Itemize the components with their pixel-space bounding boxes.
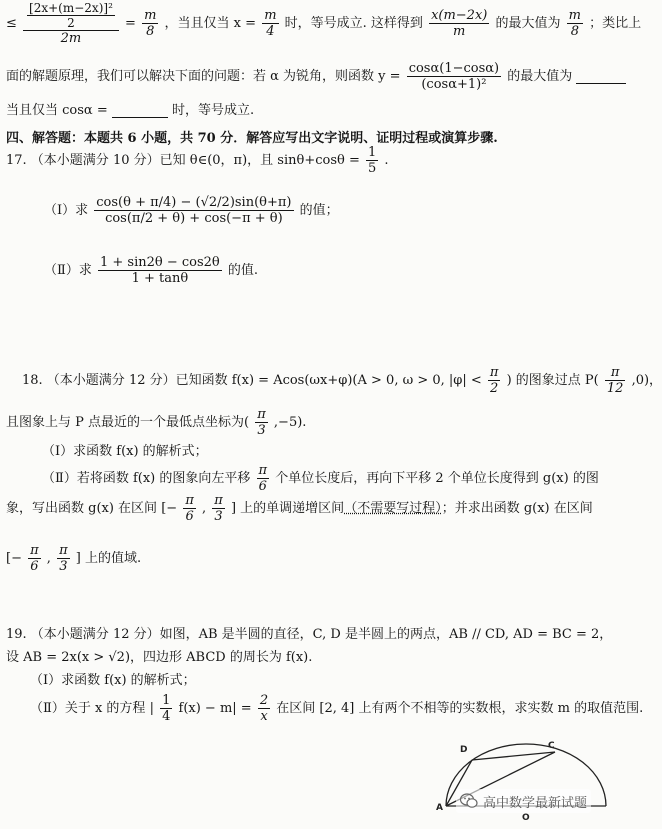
label-d: D	[460, 745, 468, 755]
q19-quarter-fraction: $\frac{1}{4}$	[162, 693, 171, 724]
q17-part-2-fraction: $\frac{1 + \sin 2\theta - \cos 2\theta}{1 + \tan\theta}$	[99, 255, 220, 286]
q19-stem: 19. （本小题满分 12 分）如图，AB 是半圆的直径，C, D 是半圆上的两点，AB // CD, AD = BC = 2，	[6, 627, 613, 642]
q19-part-1: （Ⅰ）求函数 f(x) 的解析式；	[30, 673, 196, 688]
q17-part-2: （Ⅱ）求 $\frac{1 + \sin 2\theta - \cos 2\theta}{1 + \tan\theta}$ 的值.	[44, 255, 259, 286]
q18-line-5: [− $\frac{\pi}{6}$ , $\frac{\pi}{3}$ ] 上的值域.	[6, 543, 142, 574]
q18-range-end-fraction: $\frac{\pi}{3}$	[59, 543, 68, 574]
max-fraction: $\frac{m}{8}$	[568, 8, 581, 39]
q17-stem: 17. （本小题满分 10 分）已知 θ∈(0，π)，且 sinθ+cosθ = $\frac{1}{5}$ .	[6, 145, 389, 176]
chat-bubble-icon	[460, 793, 478, 809]
q18-stem: 18. （本小题满分 12 分）已知函数 f(x) = Acos(ωx+φ)(A > 0, ω > 0, |φ| < $\frac{\pi}{2}$ ) 的图象过点 P( $\frac{\pi}{12}$ ,0)，	[22, 365, 662, 396]
label-c: C	[548, 741, 555, 751]
m-over-8-fraction: $\frac{m}{8}$	[144, 8, 157, 39]
q18-low-fraction: $\frac{\pi}{3}$	[257, 407, 266, 438]
q19-part-2: （Ⅱ）关于 x 的方程 | $\frac{1}{4}$ f(x) − m| = $\frac{2}{x}$ 在区间 [2, 4] 上有两个不相等的实数根，求实数 m 的取值范围.	[30, 693, 644, 724]
y-fraction: $\frac{\cos\alpha(1-\cos\alpha)}{\text{(cosα+1)²}}$	[408, 61, 500, 92]
q18-part-1: （Ⅰ）求函数 f(x) 的解析式；	[42, 444, 208, 459]
q18-shift-fraction: $\frac{\pi}{6}$	[258, 463, 268, 494]
label-a: A	[436, 803, 443, 813]
inequality-fraction: $\frac{\frac{\text{[2x+(m−2x)]²}}{2}}{2m}$	[23, 2, 119, 45]
m-over-4-fraction: $\frac{m}{4}$	[264, 8, 277, 39]
q19-line-2: 设 AB = 2x(x > √2)，四边形 ABCD 的周长为 f(x).	[6, 650, 313, 665]
q17-stem-fraction: $\frac{1}{5}$	[367, 145, 377, 176]
q17-part-1-fraction: $\frac{\cos(\theta + \pi/4) - (√2/2)\sin(\theta+\pi)}{\cos(\pi/2 + \theta) + \cos(-\pi + \theta)}$	[96, 195, 292, 226]
section-heading: 四、解答题：本题共 6 小题，共 70 分．解答应写出文字说明、证明过程或演算步骤.	[6, 131, 498, 146]
q18-range-start-fraction: $\frac{\pi}{6}$	[30, 543, 39, 574]
q18-line-2: 且图象上与 P 点最近的一个最低点坐标为( $\frac{\pi}{3}$ ,−5).	[6, 407, 307, 438]
watermark: 高中数学最新试题	[456, 789, 591, 813]
intro-line-2: 面的解题原理，我们可以解决下面的问题：若 α 为锐角，则函数 y = $\frac{\cos\alpha(1-\cos\alpha)}{\text{(cosα+1)²}}$ 的最大值为	[6, 62, 626, 91]
q18-phi-fraction: $\frac{\pi}{2}$	[489, 365, 499, 396]
answer-blank-max[interactable]	[576, 70, 626, 84]
intro-line-3: 当且仅当 cosα = 时，等号成立.	[6, 103, 255, 118]
label-o: O	[522, 813, 530, 823]
q18-interval-start-fraction: $\frac{\pi}{6}$	[185, 493, 194, 524]
q18-interval-end-fraction: $\frac{\pi}{3}$	[214, 493, 223, 524]
q18-point-fraction: $\frac{\pi}{12}$	[606, 365, 624, 396]
q18-part-2: （Ⅱ）若将函数 f(x) 的图象向左平移 $\frac{\pi}{6}$ 个单位长度后，再向下平移 2 个单位长度得到 g(x) 的图	[42, 463, 599, 494]
intro-line-1: ≤ $\frac{\frac{\text{[2x+(m−2x)]²}}{2}}{2m}$ = $\frac{m}{8}$ ，当且仅当 x = $\frac{m}{4}$ 时，等号成立. 这样得到 $\frac{x(m-2x)}{m}$ 的最大值为 $\frac{m}{8}$ ；类比上	[6, 1, 642, 46]
q17-part-1: （Ⅰ）求 $\frac{\cos(\theta + \pi/4) - (√2/2)\sin(\theta+\pi)}{\cos(\pi/2 + \theta) + \cos(-\pi + \theta)}$ 的值；	[44, 195, 339, 226]
q19-rhs-fraction: $\frac{2}{x}$	[259, 693, 269, 724]
semicircle-figure	[436, 738, 616, 828]
answer-blank-cos[interactable]	[112, 104, 168, 118]
expression-fraction: $\frac{x(m-2x)}{m}$	[431, 8, 488, 39]
q18-line-4: 象，写出函数 g(x) 在区间 [− $\frac{\pi}{6}$ , $\frac{\pi}{3}$ ] 上的单调递增区间（不需要写过程）；并求出函数 g(x) 在区间	[6, 493, 593, 524]
